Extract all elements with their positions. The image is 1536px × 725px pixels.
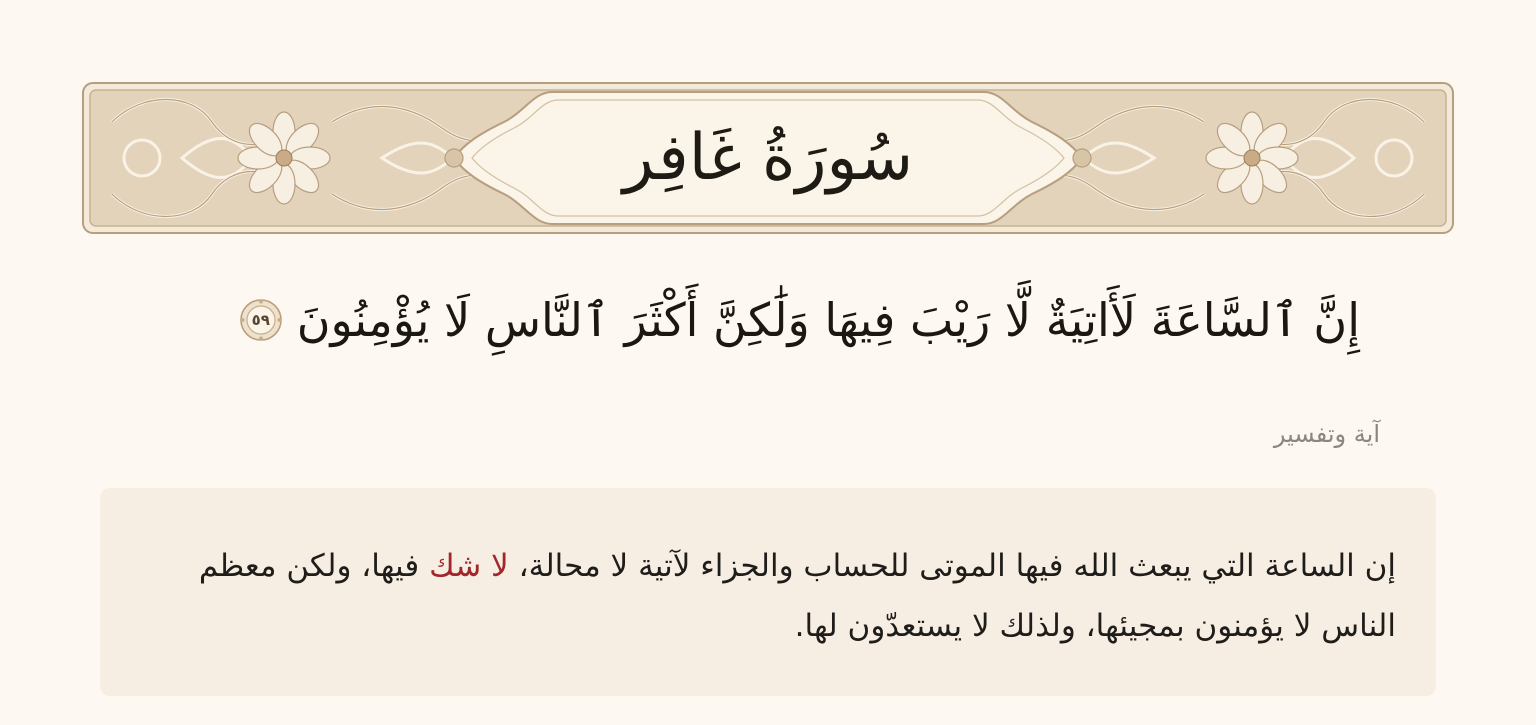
tafsir-highlight: لا شك xyxy=(429,548,509,584)
surah-title: سُورَةُ غَافِر xyxy=(622,121,914,195)
tafsir-section-label: آية وتفسير xyxy=(1273,420,1380,448)
verse-row xyxy=(180,270,1360,370)
verse-number: ٥٩ xyxy=(251,311,270,329)
verse-end-ornament-icon xyxy=(239,298,283,342)
tafsir-text-part: فيها، ولكن معظم الناس لا يؤمنون بمجيئها، ولذلك لا يستعدّون لها. xyxy=(198,548,1396,644)
verse-text: إِنَّ ٱلسَّاعَةَ لَأَاتِيَةٌ لَّا رَيْبَ فِيهَا وَلَٰكِنَّ أَكْثَرَ ٱلنَّاسِ لَا يُؤْمِنُونَ xyxy=(296,292,1360,347)
tafsir-text xyxy=(176,536,1396,656)
tafsir-text-part: إن الساعة التي يبعث الله فيها الموتى للحساب والجزاء لآتية لا محالة، xyxy=(508,548,1396,584)
